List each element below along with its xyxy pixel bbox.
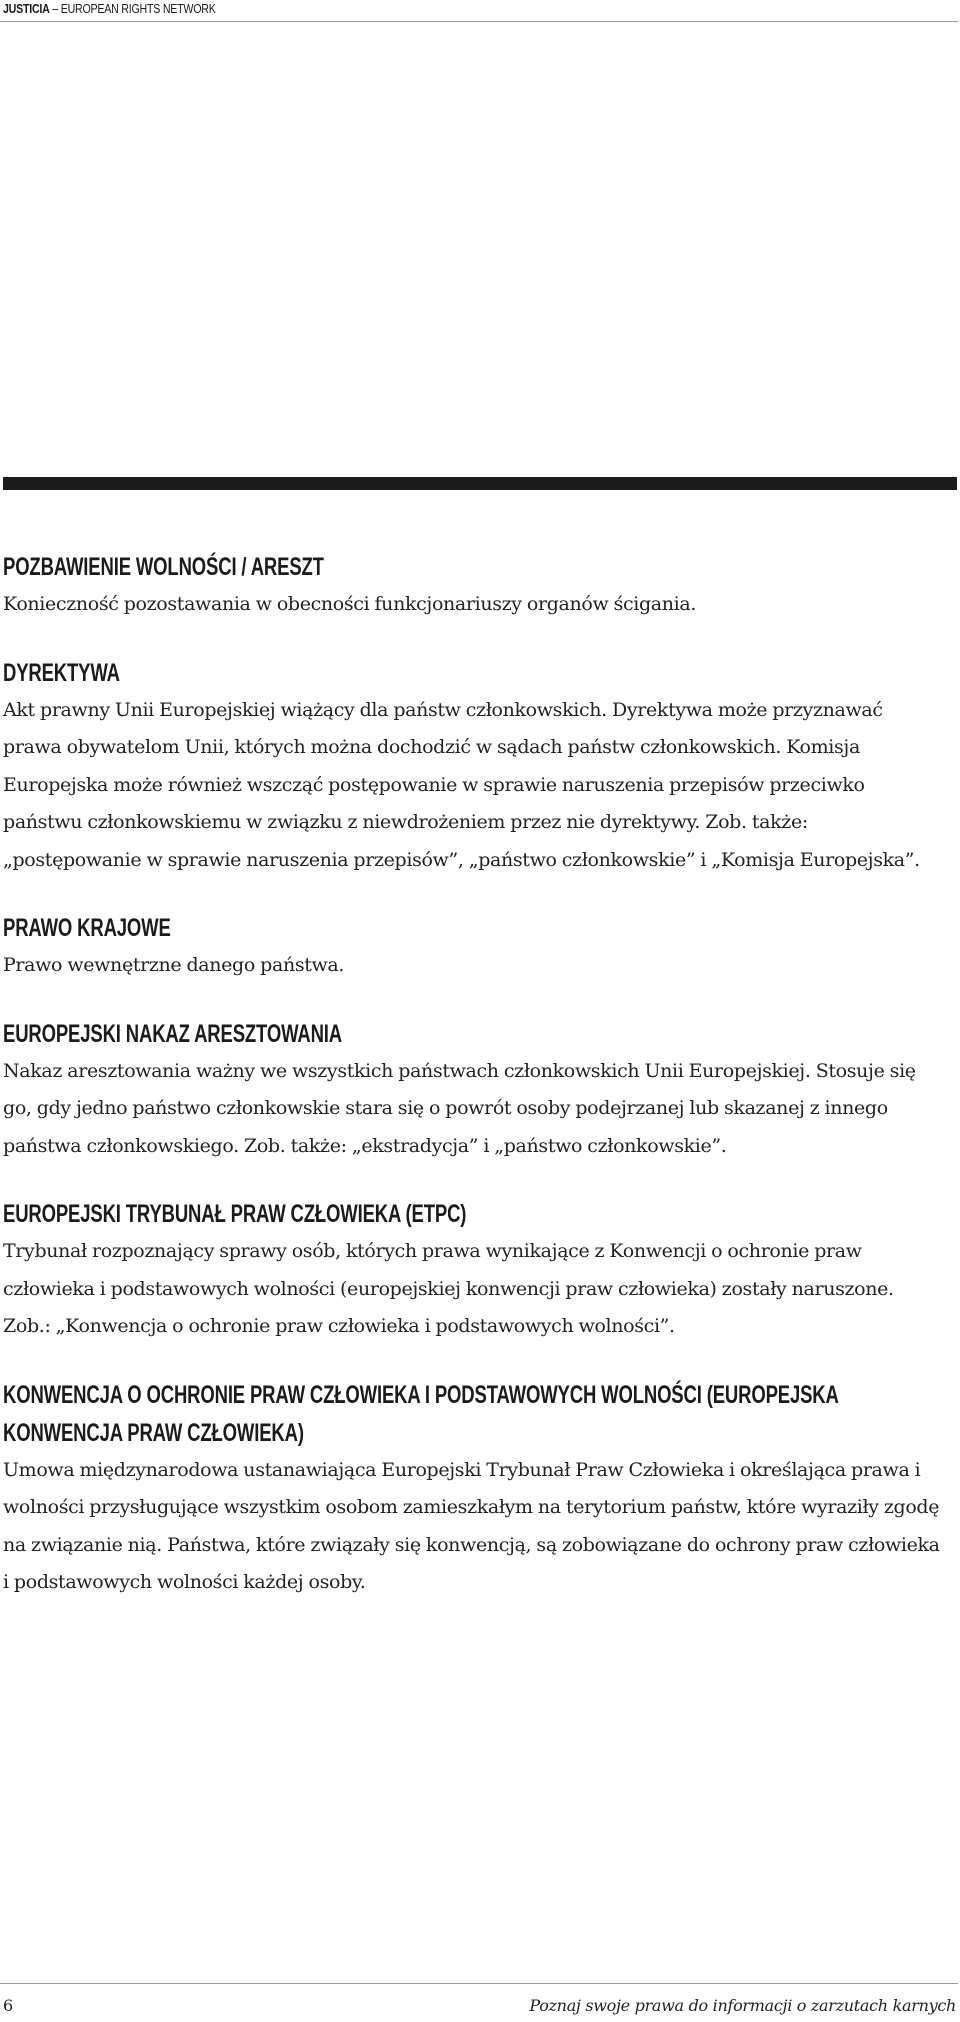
header-separator: – [49, 1, 61, 16]
glossary-list [3, 548, 943, 1632]
glossary-term: PRAWO KRAJOWE [3, 914, 171, 942]
header-brand: JUSTICIA [3, 1, 50, 16]
footer-title: Poznaj swoje prawa do informacji o zarzutach karnych [529, 1996, 956, 2015]
glossary-entry-dyrektywa [3, 654, 943, 880]
glossary-definition: Umowa międzynarodowa ustanawiająca Europejski Trybunał Praw Człowieka i określająca prawa i wolności przysługujące wszystkim osobom zamieszkałym na terytorium państw, które wyraziły zgodę na związanie nią. Państwa, które związały się konwencją, są zobowiązane do ochrony praw człowieka i podstawowych wolności każdej osoby. [3, 1458, 940, 1593]
glossary-definition: Akt prawny Unii Europejskiej wiążący dla państw członkowskich. Dyrektywa może przyznawać prawa obywatelom Unii, których można dochodzić w sądach państw członkowskich. Komisja Europejska może również wszcząć postępowanie w sprawie naruszenia przepisów przeciwko państwu członkowskiemu w związku z niewdrożeniem przez nie dyrektywy. Zob. także: „postępowanie w sprawie naruszenia przepisów”, „państwo członkowskie” i „Komisja Europejska”. [3, 698, 920, 871]
glossary-term: EUROPEJSKI TRYBUNAŁ PRAW CZŁOWIEKA (ETPC) [3, 1200, 467, 1228]
glossary-entry-pozbawienie-wolnosci [3, 548, 943, 624]
header-title [3, 1, 216, 16]
glossary-entry-prawo-krajowe [3, 909, 943, 985]
footer-rule [0, 1983, 958, 1984]
glossary-entry-europejski-nakaz-aresztowania [3, 1015, 943, 1166]
page-number: 6 [3, 1996, 14, 2015]
glossary-term: EUROPEJSKI NAKAZ ARESZTOWANIA [3, 1019, 343, 1048]
glossary-definition: Konieczność pozostawania w obecności funkcjonariuszy organów ścigania. [3, 593, 697, 615]
glossary-term: POZBAWIENIE WOLNOŚCI / ARESZT [3, 553, 324, 581]
glossary-definition: Nakaz aresztowania ważny we wszystkich państwach członkowskich Unii Europejskiej. Stosuje się go, gdy jedno państwo członkowskie stara się o powrót osoby podejrzanej lub skazanej z innego państwa członkowskiego. Zob. także: „ekstradycja” i „państwo członkowskie”. [3, 1059, 916, 1157]
glossary-definition: Trybunał rozpoznający sprawy osób, których prawa wynikające z Konwencji o ochronie praw człowieka i podstawowych wolności (europejskiej konwencji praw człowieka) zostały naruszone. Zob.: „Konwencja o ochronie praw człowieka i podstawowych wolności”. [3, 1240, 894, 1337]
header-subtitle: EUROPEAN RIGHTS NETWORK [60, 1, 216, 16]
header-rule [0, 21, 958, 22]
glossary-term: KONWENCJA O OCHRONIE PRAW CZŁOWIEKA I PODSTAWOWYCH WOLNOŚCI (EUROPEJSKA KONWENCJA PRAW CZŁOWIEKA) [3, 1380, 839, 1447]
running-header [0, 0, 960, 24]
glossary-definition: Prawo wewnętrzne danego państwa. [3, 954, 345, 976]
section-divider-bar [3, 477, 957, 490]
glossary-entry-etpc [3, 1195, 943, 1346]
glossary-term: DYREKTYWA [3, 658, 120, 687]
glossary-entry-konwencja [3, 1376, 943, 1602]
